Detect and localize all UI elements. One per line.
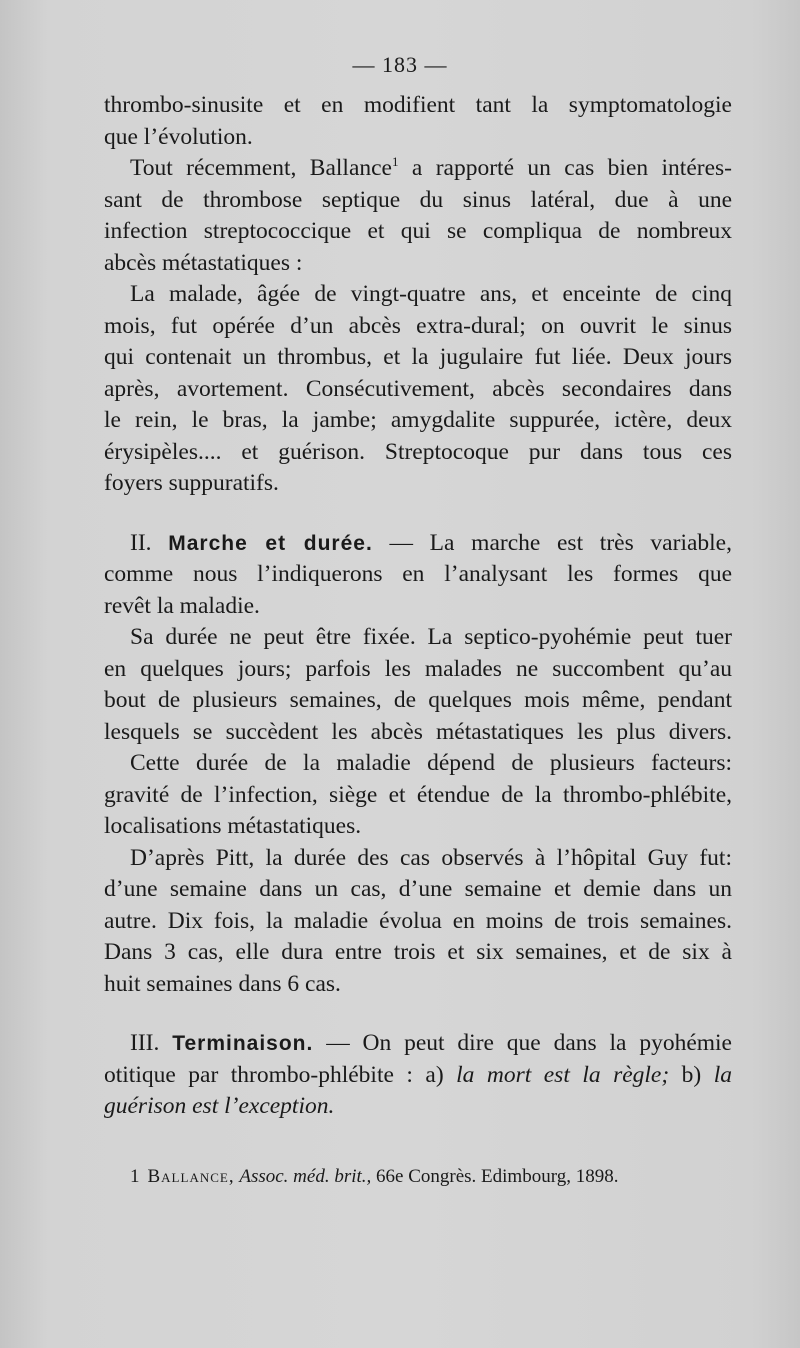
paragraph xyxy=(104,90,732,153)
text-span: a rapporté un cas bien intéres- xyxy=(398,155,732,181)
text-line: érysipèles.... et guérison. Streptocoque pur dans tous ces xyxy=(104,438,732,465)
text-line: Cette durée de la maladie dépend de plusieurs facteurs: xyxy=(130,750,732,776)
text-line: La malade, âgée de vingt-quatre ans, et enceinte de cinq xyxy=(130,281,732,307)
footnote-source: Assoc. méd. brit., xyxy=(239,1166,372,1187)
footnote xyxy=(130,1166,618,1188)
footnote-author: Ballance, xyxy=(147,1166,235,1187)
paragraph xyxy=(104,153,732,279)
footnote-ref: 1 xyxy=(392,154,399,169)
text-line: Dans 3 cas, elle dura entre trois et six semaines, et de six à xyxy=(104,939,732,965)
text-line: lesquels se succèdent les abcès métastatiques les plus divers. xyxy=(104,718,732,745)
text-line: autre. Dix fois, la maladie évolua en moins de trois semaines. xyxy=(104,907,732,934)
italic-text: la mort est la règle; xyxy=(456,1061,670,1088)
text-line: Sa durée ne peut être fixée. La septico-pyohémie peut tuer xyxy=(130,624,732,650)
body-text xyxy=(104,90,732,1123)
text-line: mois, fut opérée d’un abcès extra-dural; on ouvrit le sinus xyxy=(104,312,732,339)
italic-text: la xyxy=(713,1061,733,1088)
text-line: localisations métastatiques. xyxy=(104,813,362,839)
text-span: Tout récemment, Ballance xyxy=(130,155,392,181)
text-line: bout de plusieurs semaines, de quelques mois même, pendant xyxy=(104,687,732,713)
text-span: — On peut dire que dans la pyohémie xyxy=(313,1030,732,1056)
section-number: III. xyxy=(130,1030,173,1056)
text-line: guérison est l’exception. xyxy=(104,1093,335,1119)
text-line xyxy=(104,1060,732,1092)
text-line: après, avortement. Consécutivement, abcès secondaires dans xyxy=(104,375,732,402)
text-line: foyers suppuratifs. xyxy=(104,470,279,496)
paragraph xyxy=(104,279,732,500)
text-line: revêt la maladie. xyxy=(104,592,260,619)
paragraph xyxy=(104,843,732,1001)
text-line: D’après Pitt, la durée des cas observés à l’hôpital Guy fut: xyxy=(130,844,732,871)
text-line xyxy=(104,153,732,185)
text-line: que l’évolution. xyxy=(104,123,253,150)
text-line: thrombo-sinusite et en modifient tant la symptomatologie xyxy=(104,92,732,118)
section-heading: Terminaison. xyxy=(172,1032,314,1055)
text-line: le rein, le bras, la jambe; amygdalite suppurée, ictère, deux xyxy=(104,407,732,433)
paragraph xyxy=(104,748,732,843)
section-terminaison xyxy=(104,1028,732,1123)
text-span: — La marche est très variable, xyxy=(372,529,732,556)
text-line xyxy=(104,528,732,560)
section-number: II. xyxy=(130,529,169,556)
section-heading: Marche et durée. xyxy=(168,531,373,555)
text-line: huit semaines dans 6 cas. xyxy=(104,970,341,997)
text-line xyxy=(104,1028,732,1060)
page-number: — 183 — xyxy=(352,52,448,77)
text-line: comme nous l’indiquerons en l’analysant les formes que xyxy=(104,561,732,587)
text-span: b) xyxy=(669,1061,714,1088)
paragraph xyxy=(104,622,732,748)
section-marche-et-duree xyxy=(104,528,732,623)
text-span: otitique par thrombo-phlébite : a) xyxy=(104,1061,457,1088)
text-line: sant de thrombose septique du sinus latéral, due à une xyxy=(104,186,732,213)
text-line: infection streptococcique et qui se compliqua de nombreux xyxy=(104,218,732,244)
footnote-number: 1 xyxy=(130,1166,140,1187)
text-line: qui contenait un thrombus, et la jugulaire fut liée. Deux jours xyxy=(104,344,732,370)
footnote-text: 66e Congrès. Edimbourg, 1898. xyxy=(371,1166,619,1187)
text-line: d’une semaine dans un cas, d’une semaine et demie dans un xyxy=(104,876,732,902)
text-line: abcès métastatiques : xyxy=(104,249,303,276)
text-line: en quelques jours; parfois les malades ne succombent qu’au xyxy=(104,655,732,682)
text-line: gravité de l’infection, siège et étendue de la thrombo-phlébite, xyxy=(104,781,732,808)
